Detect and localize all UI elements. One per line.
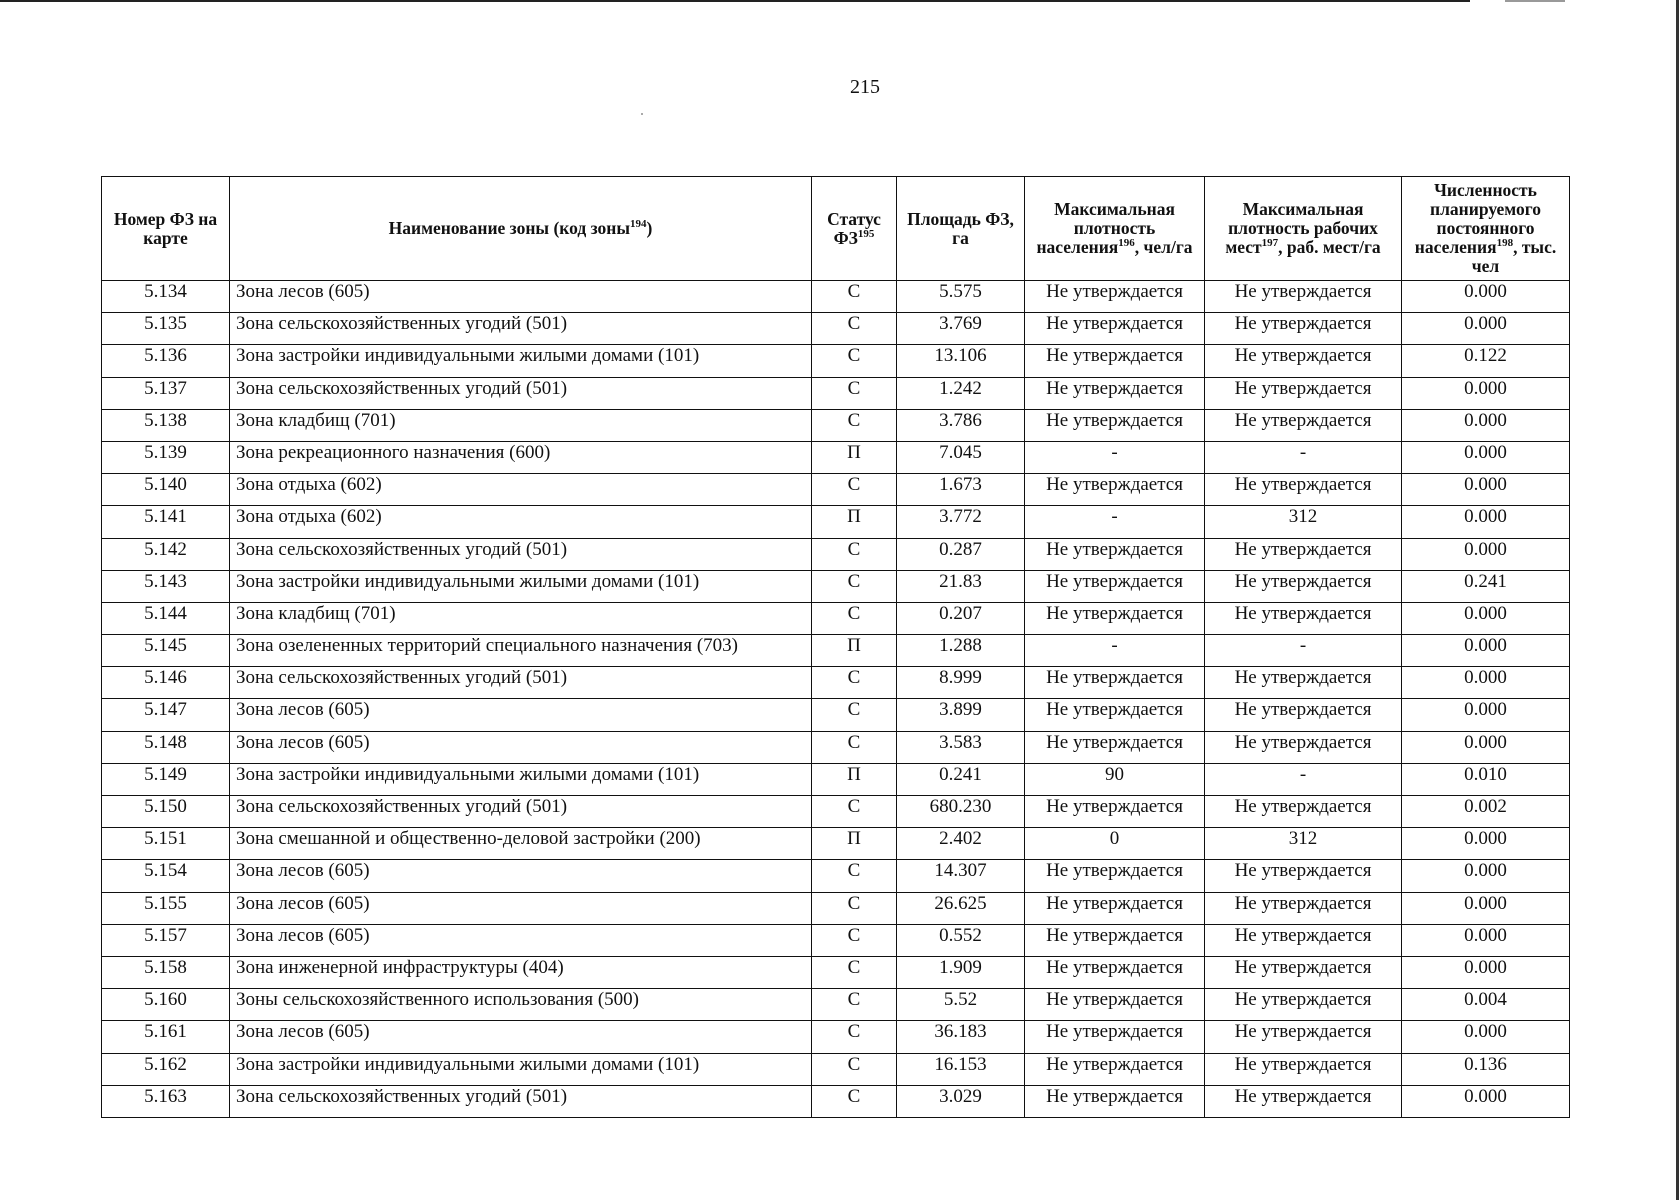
scan-edge-corner [1505, 0, 1565, 2]
cell-work-density: - [1205, 441, 1402, 473]
cell-pop-density: - [1025, 441, 1205, 473]
cell-pop-density: Не утверждается [1025, 860, 1205, 892]
cell-zone-status: С [812, 796, 897, 828]
cell-zone-number: 5.146 [102, 667, 230, 699]
table-row [102, 731, 1570, 763]
cell-zone-area: 3.583 [897, 731, 1025, 763]
header-name: Наименование зоны (код зоны$^{194}$) [230, 177, 812, 281]
table-row [102, 1053, 1570, 1085]
cell-pop-density: Не утверждается [1025, 731, 1205, 763]
table-row [102, 1021, 1570, 1053]
cell-zone-number: 5.140 [102, 474, 230, 506]
cell-pop-density: Не утверждается [1025, 956, 1205, 988]
cell-zone-name: Зона озелененных территорий специального назначения (703) [230, 635, 812, 667]
cell-work-density: Не утверждается [1205, 409, 1402, 441]
cell-zone-status: С [812, 281, 897, 313]
cell-zone-status: П [812, 828, 897, 860]
cell-pop-density: Не утверждается [1025, 474, 1205, 506]
cell-zone-area: 0.207 [897, 602, 1025, 634]
table-row [102, 828, 1570, 860]
cell-zone-name: Зона лесов (605) [230, 892, 812, 924]
cell-zone-number: 5.158 [102, 956, 230, 988]
cell-population: 0.000 [1402, 409, 1570, 441]
cell-population: 0.000 [1402, 956, 1570, 988]
cell-zone-name: Зона лесов (605) [230, 731, 812, 763]
cell-population: 0.000 [1402, 860, 1570, 892]
cell-zone-number: 5.157 [102, 924, 230, 956]
table-row [102, 602, 1570, 634]
cell-zone-status: С [812, 989, 897, 1021]
table-row [102, 699, 1570, 731]
cell-population: 0.000 [1402, 602, 1570, 634]
cell-pop-density: Не утверждается [1025, 313, 1205, 345]
header-row [102, 177, 1570, 281]
cell-zone-number: 5.160 [102, 989, 230, 1021]
header-status: Статус ФЗ$^{195}$ [812, 177, 897, 281]
cell-population: 0.000 [1402, 667, 1570, 699]
cell-zone-area: 21.83 [897, 570, 1025, 602]
cell-population: 0.000 [1402, 924, 1570, 956]
cell-zone-area: 0.241 [897, 763, 1025, 795]
cell-pop-density: - [1025, 506, 1205, 538]
cell-zone-area: 16.153 [897, 1053, 1025, 1085]
cell-pop-density: Не утверждается [1025, 281, 1205, 313]
cell-work-density: - [1205, 763, 1402, 795]
cell-zone-status: С [812, 409, 897, 441]
cell-population: 0.000 [1402, 635, 1570, 667]
cell-zone-status: С [812, 1053, 897, 1085]
cell-zone-area: 5.52 [897, 989, 1025, 1021]
cell-zone-status: С [812, 892, 897, 924]
table-row [102, 1085, 1570, 1117]
cell-zone-status: С [812, 602, 897, 634]
cell-zone-area: 0.552 [897, 924, 1025, 956]
table-row [102, 956, 1570, 988]
cell-zone-name: Зона кладбищ (701) [230, 602, 812, 634]
cell-zone-number: 5.155 [102, 892, 230, 924]
cell-zone-status: С [812, 345, 897, 377]
cell-zone-name: Зона застройки индивидуальными жилыми домами (101) [230, 1053, 812, 1085]
cell-zone-name: Зона застройки индивидуальными жилыми домами (101) [230, 345, 812, 377]
cell-pop-density: 0 [1025, 828, 1205, 860]
cell-zone-status: С [812, 699, 897, 731]
cell-work-density: Не утверждается [1205, 860, 1402, 892]
scan-speck [641, 113, 643, 115]
cell-pop-density: Не утверждается [1025, 538, 1205, 570]
cell-pop-density: Не утверждается [1025, 796, 1205, 828]
cell-zone-status: С [812, 570, 897, 602]
cell-pop-density: Не утверждается [1025, 892, 1205, 924]
cell-zone-status: П [812, 506, 897, 538]
cell-zone-status: С [812, 1085, 897, 1117]
cell-zone-status: С [812, 1021, 897, 1053]
table-row [102, 281, 1570, 313]
cell-pop-density: Не утверждается [1025, 1021, 1205, 1053]
cell-work-density: Не утверждается [1205, 924, 1402, 956]
table-body [102, 281, 1570, 1118]
cell-zone-name: Зона отдыха (602) [230, 506, 812, 538]
header-area: Площадь ФЗ, га [897, 177, 1025, 281]
cell-work-density: Не утверждается [1205, 313, 1402, 345]
cell-zone-name: Зона застройки индивидуальными жилыми домами (101) [230, 763, 812, 795]
cell-population: 0.000 [1402, 441, 1570, 473]
cell-zone-area: 3.772 [897, 506, 1025, 538]
cell-zone-name: Зона лесов (605) [230, 924, 812, 956]
cell-pop-density: - [1025, 635, 1205, 667]
cell-zone-area: 1.242 [897, 377, 1025, 409]
cell-zone-status: С [812, 474, 897, 506]
cell-work-density: 312 [1205, 506, 1402, 538]
cell-pop-density: Не утверждается [1025, 409, 1205, 441]
cell-population: 0.000 [1402, 474, 1570, 506]
table-row [102, 860, 1570, 892]
cell-zone-status: П [812, 763, 897, 795]
cell-zone-status: С [812, 667, 897, 699]
cell-zone-number: 5.151 [102, 828, 230, 860]
cell-pop-density: Не утверждается [1025, 667, 1205, 699]
cell-population: 0.136 [1402, 1053, 1570, 1085]
cell-pop-density: 90 [1025, 763, 1205, 795]
cell-population: 0.000 [1402, 281, 1570, 313]
cell-zone-number: 5.150 [102, 796, 230, 828]
cell-zone-status: П [812, 441, 897, 473]
cell-population: 0.000 [1402, 538, 1570, 570]
cell-zone-number: 5.144 [102, 602, 230, 634]
cell-zone-status: С [812, 377, 897, 409]
cell-work-density: Не утверждается [1205, 892, 1402, 924]
cell-zone-name: Зона лесов (605) [230, 699, 812, 731]
cell-pop-density: Не утверждается [1025, 602, 1205, 634]
cell-work-density: Не утверждается [1205, 956, 1402, 988]
cell-pop-density: Не утверждается [1025, 699, 1205, 731]
table-row [102, 667, 1570, 699]
cell-zone-number: 5.138 [102, 409, 230, 441]
cell-work-density: Не утверждается [1205, 796, 1402, 828]
cell-population: 0.000 [1402, 313, 1570, 345]
cell-population: 0.241 [1402, 570, 1570, 602]
table-row [102, 989, 1570, 1021]
cell-pop-density: Не утверждается [1025, 570, 1205, 602]
cell-zone-area: 1.288 [897, 635, 1025, 667]
cell-zone-number: 5.161 [102, 1021, 230, 1053]
cell-work-density: Не утверждается [1205, 989, 1402, 1021]
cell-zone-name: Зона отдыха (602) [230, 474, 812, 506]
cell-zone-name: Зона лесов (605) [230, 1021, 812, 1053]
cell-work-density: Не утверждается [1205, 602, 1402, 634]
table-row [102, 345, 1570, 377]
header-number: Номер ФЗ на карте [102, 177, 230, 281]
cell-zone-name: Зона инженерной инфраструктуры (404) [230, 956, 812, 988]
cell-pop-density: Не утверждается [1025, 989, 1205, 1021]
cell-zone-number: 5.162 [102, 1053, 230, 1085]
cell-zone-area: 13.106 [897, 345, 1025, 377]
cell-zone-number: 5.149 [102, 763, 230, 795]
cell-pop-density: Не утверждается [1025, 924, 1205, 956]
cell-work-density: Не утверждается [1205, 538, 1402, 570]
cell-zone-status: С [812, 313, 897, 345]
cell-zone-name: Зона застройки индивидуальными жилыми домами (101) [230, 570, 812, 602]
cell-zone-number: 5.142 [102, 538, 230, 570]
cell-work-density: Не утверждается [1205, 1085, 1402, 1117]
cell-population: 0.000 [1402, 377, 1570, 409]
cell-zone-area: 7.045 [897, 441, 1025, 473]
cell-work-density: Не утверждается [1205, 667, 1402, 699]
cell-work-density: - [1205, 635, 1402, 667]
cell-zone-area: 8.999 [897, 667, 1025, 699]
table-row [102, 924, 1570, 956]
cell-zone-name: Зона сельскохозяйственных угодий (501) [230, 538, 812, 570]
cell-zone-name: Зона рекреационного назначения (600) [230, 441, 812, 473]
header-work-density: Максимальная плотность рабочих мест$^{197}$, раб. мест/га [1205, 177, 1402, 281]
cell-zone-area: 3.899 [897, 699, 1025, 731]
cell-zone-area: 2.402 [897, 828, 1025, 860]
cell-work-density: Не утверждается [1205, 1021, 1402, 1053]
cell-zone-number: 5.148 [102, 731, 230, 763]
cell-zone-name: Зона сельскохозяйственных угодий (501) [230, 1085, 812, 1117]
table-row [102, 409, 1570, 441]
cell-zone-number: 5.145 [102, 635, 230, 667]
cell-zone-area: 36.183 [897, 1021, 1025, 1053]
table-row [102, 506, 1570, 538]
cell-population: 0.000 [1402, 892, 1570, 924]
cell-population: 0.000 [1402, 506, 1570, 538]
cell-zone-area: 3.769 [897, 313, 1025, 345]
cell-zone-area: 3.786 [897, 409, 1025, 441]
cell-zone-area: 26.625 [897, 892, 1025, 924]
cell-zone-name: Зона лесов (605) [230, 860, 812, 892]
cell-work-density: Не утверждается [1205, 1053, 1402, 1085]
cell-zone-number: 5.135 [102, 313, 230, 345]
cell-zone-number: 5.136 [102, 345, 230, 377]
table-row [102, 441, 1570, 473]
scan-edge-top [0, 0, 1470, 2]
cell-zone-number: 5.139 [102, 441, 230, 473]
cell-population: 0.000 [1402, 828, 1570, 860]
cell-population: 0.000 [1402, 731, 1570, 763]
cell-zone-status: П [812, 635, 897, 667]
cell-work-density: Не утверждается [1205, 377, 1402, 409]
cell-work-density: 312 [1205, 828, 1402, 860]
cell-zone-area: 680.230 [897, 796, 1025, 828]
cell-work-density: Не утверждается [1205, 570, 1402, 602]
table-row [102, 570, 1570, 602]
cell-zone-number: 5.141 [102, 506, 230, 538]
table-row [102, 763, 1570, 795]
cell-population: 0.000 [1402, 1021, 1570, 1053]
cell-zone-number: 5.163 [102, 1085, 230, 1117]
cell-zone-name: Зоны сельскохозяйственного использования (500) [230, 989, 812, 1021]
cell-population: 0.122 [1402, 345, 1570, 377]
cell-zone-name: Зона сельскохозяйственных угодий (501) [230, 313, 812, 345]
cell-zone-status: С [812, 956, 897, 988]
table-row [102, 635, 1570, 667]
header-population: Численность планируемого постоянного населения$^{198}$, тыс. чел [1402, 177, 1570, 281]
cell-zone-name: Зона лесов (605) [230, 281, 812, 313]
cell-zone-name: Зона сельскохозяйственных угодий (501) [230, 377, 812, 409]
table-header [102, 177, 1570, 281]
cell-population: 0.000 [1402, 1085, 1570, 1117]
cell-zone-area: 3.029 [897, 1085, 1025, 1117]
cell-zone-status: С [812, 860, 897, 892]
header-pop-density: Максимальная плотность населения$^{196}$, чел/га [1025, 177, 1205, 281]
cell-zone-name: Зона кладбищ (701) [230, 409, 812, 441]
cell-population: 0.004 [1402, 989, 1570, 1021]
cell-zone-name: Зона сельскохозяйственных угодий (501) [230, 796, 812, 828]
cell-zone-status: С [812, 924, 897, 956]
zones-table [101, 176, 1570, 1118]
cell-zone-name: Зона сельскохозяйственных угодий (501) [230, 667, 812, 699]
page-number: 215 [850, 76, 880, 98]
cell-work-density: Не утверждается [1205, 281, 1402, 313]
table-row [102, 796, 1570, 828]
cell-zone-area: 0.287 [897, 538, 1025, 570]
cell-zone-area: 1.909 [897, 956, 1025, 988]
cell-population: 0.000 [1402, 699, 1570, 731]
table-row [102, 892, 1570, 924]
cell-pop-density: Не утверждается [1025, 377, 1205, 409]
cell-zone-area: 14.307 [897, 860, 1025, 892]
table-row [102, 377, 1570, 409]
cell-zone-status: С [812, 538, 897, 570]
cell-work-density: Не утверждается [1205, 345, 1402, 377]
cell-work-density: Не утверждается [1205, 474, 1402, 506]
cell-zone-status: С [812, 731, 897, 763]
table-row [102, 474, 1570, 506]
cell-pop-density: Не утверждается [1025, 1053, 1205, 1085]
cell-zone-area: 5.575 [897, 281, 1025, 313]
cell-zone-number: 5.143 [102, 570, 230, 602]
cell-zone-area: 1.673 [897, 474, 1025, 506]
cell-population: 0.010 [1402, 763, 1570, 795]
cell-pop-density: Не утверждается [1025, 345, 1205, 377]
table-row [102, 313, 1570, 345]
cell-work-density: Не утверждается [1205, 731, 1402, 763]
cell-work-density: Не утверждается [1205, 699, 1402, 731]
cell-zone-number: 5.137 [102, 377, 230, 409]
cell-population: 0.002 [1402, 796, 1570, 828]
table-row [102, 538, 1570, 570]
cell-pop-density: Не утверждается [1025, 1085, 1205, 1117]
cell-zone-number: 5.147 [102, 699, 230, 731]
cell-zone-number: 5.154 [102, 860, 230, 892]
cell-zone-name: Зона смешанной и общественно-деловой застройки (200) [230, 828, 812, 860]
cell-zone-number: 5.134 [102, 281, 230, 313]
